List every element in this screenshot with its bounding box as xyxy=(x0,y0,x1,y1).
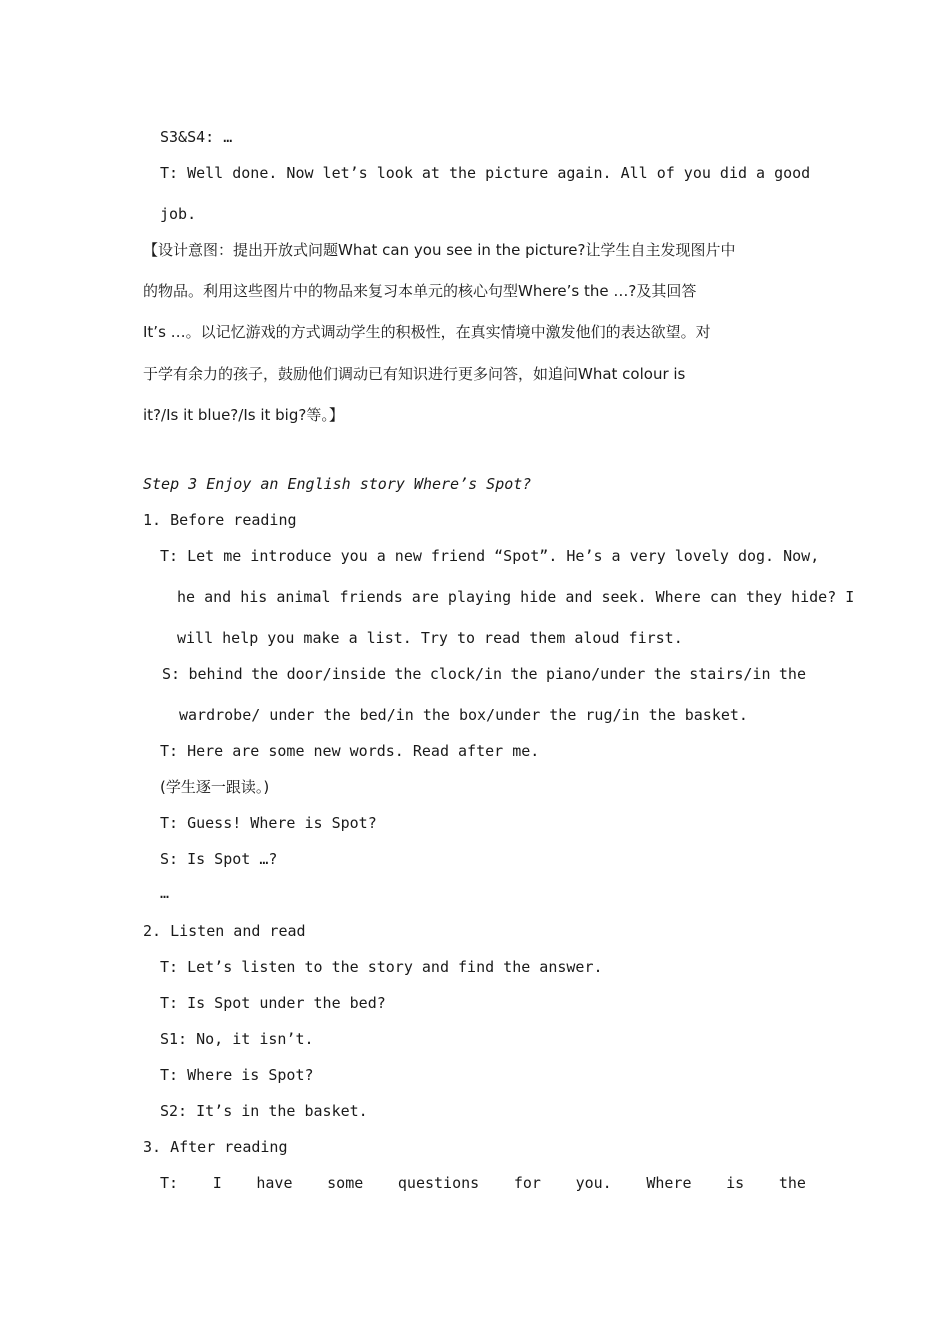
student-is-spot: S: Is Spot …? xyxy=(160,850,278,868)
word: is xyxy=(726,1174,745,1192)
word: the xyxy=(653,665,681,683)
word: the xyxy=(394,665,422,683)
word: the xyxy=(510,665,538,683)
step3-heading: Step 3 Enjoy an English story Where’s Spot? xyxy=(143,475,532,493)
teacher-guess: T: Guess! Where is Spot? xyxy=(160,814,377,832)
student-1-answer: S1: No, it isn’t. xyxy=(160,1030,314,1048)
teacher-where: T: Where is Spot? xyxy=(160,1066,314,1084)
dialogue-teacher-well-done-cont: job. xyxy=(160,205,197,223)
teacher-new-words: T: Here are some new words. Read after me. xyxy=(160,742,540,760)
word: piano/under xyxy=(545,665,646,683)
word: the xyxy=(778,1174,806,1192)
word: S: xyxy=(162,665,181,683)
student-places-line-1 xyxy=(162,664,806,684)
teacher-intro-line-1: T: Let me introduce you a new friend “Spot”. He’s a very lovely dog. Now, xyxy=(160,547,820,565)
word: T: xyxy=(160,1174,179,1192)
design-intent-line-2: 的物品。利用这些图片中的物品来复习本单元的核心句型Where’s the …?及其回答 xyxy=(143,282,697,300)
before-reading-title: 1. Before reading xyxy=(143,511,297,529)
word: stairs/in xyxy=(689,665,771,683)
word: the xyxy=(251,665,279,683)
student-2-answer: S2: It’s in the basket. xyxy=(160,1102,368,1120)
student-places-line-2: wardrobe/ under the bed/in the box/under the rug/in the basket. xyxy=(179,706,748,724)
word: Where xyxy=(646,1174,692,1192)
word: clock/in xyxy=(429,665,503,683)
word: questions xyxy=(397,1174,480,1192)
teacher-intro-line-3: will help you make a list. Try to read them aloud first. xyxy=(177,629,683,647)
dialogue-s3s4: S3&S4: … xyxy=(160,128,233,146)
word: I xyxy=(212,1174,222,1192)
word: some xyxy=(327,1174,364,1192)
design-intent-line-4: 于学有余力的孩子，鼓励他们调动已有知识进行更多问答，如追问What colour is xyxy=(143,365,686,383)
word: you. xyxy=(575,1174,612,1192)
word: behind xyxy=(188,665,243,683)
word: have xyxy=(256,1174,293,1192)
ellipsis: … xyxy=(160,884,170,902)
teacher-listen: T: Let’s listen to the story and find the answer. xyxy=(160,958,603,976)
design-intent-line-5: it?/Is it blue?/Is it big?等。】 xyxy=(143,406,344,424)
teacher-under-bed: T: Is Spot under the bed? xyxy=(160,994,386,1012)
design-intent-line-1: 【设计意图：提出开放式问题What can you see in the picture?让学生自主发现图片中 xyxy=(143,241,736,259)
teacher-questions-line xyxy=(160,1173,806,1193)
word: for xyxy=(513,1174,541,1192)
dialogue-teacher-well-done: T: Well done. Now let’s look at the picture again. All of you did a good xyxy=(160,164,811,182)
teacher-intro-line-2: he and his animal friends are playing hide and seek. Where can they hide? I xyxy=(177,588,855,606)
design-intent-line-3: It’s …。以记忆游戏的方式调动学生的积极性，在真实情境中激发他们的表达欲望。对 xyxy=(143,323,711,341)
listen-read-title: 2. Listen and read xyxy=(143,922,306,940)
after-reading-title: 3. After reading xyxy=(143,1138,288,1156)
word: the xyxy=(778,665,806,683)
word: door/inside xyxy=(286,665,386,683)
follow-read-note: (学生逐一跟读。) xyxy=(160,778,270,796)
